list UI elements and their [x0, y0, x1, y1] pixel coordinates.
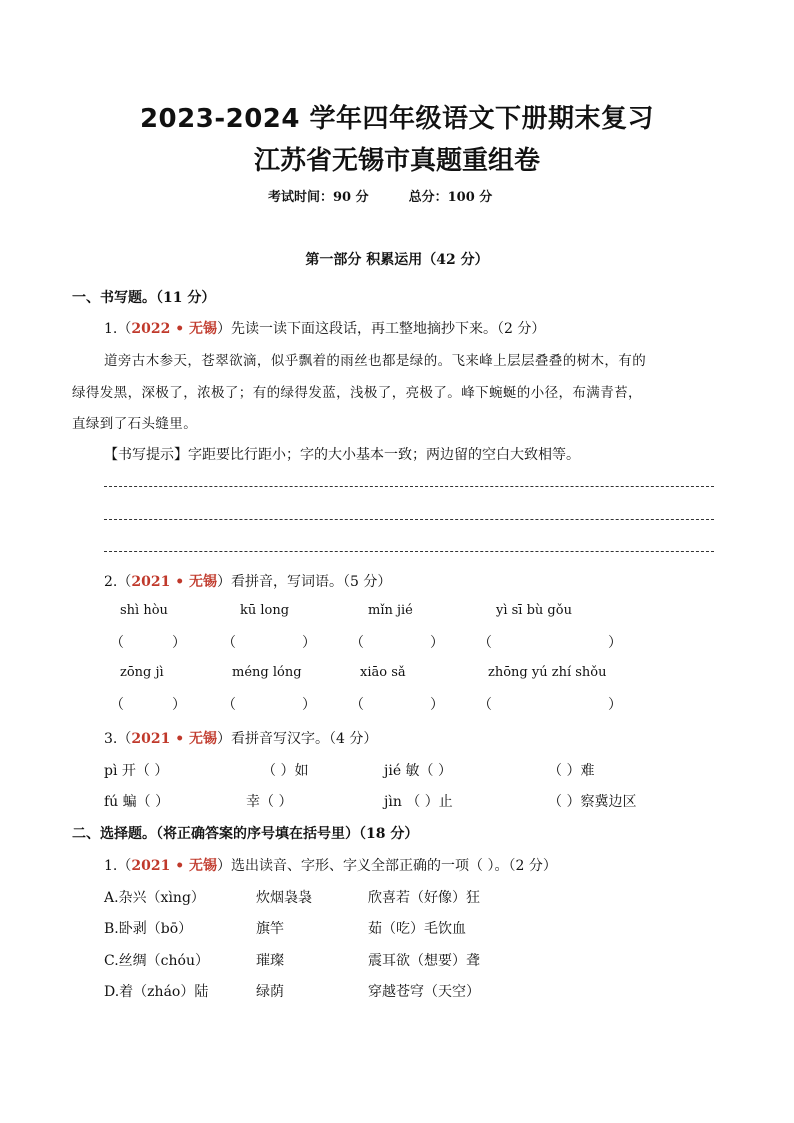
option-a-col2: 炊烟袅袅 — [256, 890, 312, 906]
pinyin-char-item[interactable]: jìn （ ）止 — [384, 794, 453, 810]
option-a-col1[interactable]: A.杂兴（xìng） — [104, 890, 205, 906]
pinyin-prompt: zōng jì — [120, 665, 164, 680]
pinyin-char-item[interactable]: （ ）如 — [262, 763, 309, 779]
pinyin-prompt: xiāo sǎ — [360, 665, 406, 680]
answer-paren-open[interactable]: （ — [110, 697, 124, 713]
answer-paren-close[interactable]: ） — [172, 635, 186, 651]
total-score: 总分：100 分 — [408, 190, 493, 205]
passage-line: 直绿到了石头缝里。 — [72, 416, 198, 432]
pinyin-prompt: shì hòu — [120, 603, 168, 618]
pinyin-prompt: méng lóng — [232, 665, 302, 680]
option-c-col2: 璀璨 — [256, 953, 284, 969]
question-source: 2021 • 无锡 — [131, 574, 218, 590]
answer-paren-close[interactable]: ） — [608, 697, 622, 713]
option-c-col1[interactable]: C.丝绸（chóu） — [104, 953, 209, 969]
passage-line: 绿得发黑，深极了，浓极了；有的绿得发蓝，浅极了，亮极了。峰下蜿蜒的小径，布满青苔， — [72, 385, 642, 401]
section-heading-writing: 一、书写题。（11 分） — [72, 290, 216, 306]
writing-line[interactable] — [104, 551, 714, 552]
answer-paren-open[interactable]: （ — [350, 635, 364, 651]
option-b-col2: 旗竿 — [256, 921, 284, 937]
exam-meta — [268, 186, 492, 205]
answer-paren-close[interactable]: ） — [302, 697, 316, 713]
pinyin-char-item[interactable]: （ ）难 — [548, 763, 595, 779]
pinyin-prompt: mǐn jié — [368, 603, 413, 618]
part-title: 第一部分 积累运用（42 分） — [305, 252, 489, 268]
pinyin-char-item[interactable]: jié 敏（ ） — [384, 763, 453, 779]
exam-time: 考试时间：90 分 — [268, 190, 369, 205]
writing-line[interactable] — [104, 519, 714, 520]
question-source: 2022 • 无锡 — [131, 321, 218, 337]
answer-paren-close[interactable]: ） — [430, 635, 444, 651]
pinyin-prompt: kū long — [240, 603, 290, 618]
pinyin-char-item[interactable]: 幸（ ） — [246, 794, 293, 810]
question-source: 2021 • 无锡 — [131, 731, 218, 747]
question-1-1: 1.（2022 • 无锡）先读一读下面这段话，再工整地摘抄下来。（2 分） — [104, 321, 546, 337]
question-1-3: 3.（2021 • 无锡）看拼音写汉字。（4 分） — [104, 731, 378, 747]
writing-tip: 【书写提示】字距要比行距小；字的大小基本一致；两边留的空白大致相等。 — [104, 447, 580, 463]
pinyin-prompt: yì sī bù gǒu — [496, 603, 572, 618]
option-d-col3: 穿越苍穹（天空） — [368, 984, 480, 1000]
document-subtitle: 江苏省无锡市真题重组卷 — [253, 146, 540, 176]
answer-paren-close[interactable]: ） — [302, 635, 316, 651]
option-d-col1[interactable]: D.着（zháo）陆 — [104, 984, 209, 1000]
answer-paren-open[interactable]: （ — [222, 635, 236, 651]
passage-line: 道旁古木参天，苍翠欲滴，似乎飘着的雨丝也都是绿的。飞来峰上层层叠叠的树木，有的 — [104, 353, 647, 369]
answer-paren-open[interactable]: （ — [110, 635, 124, 651]
answer-paren-open[interactable]: （ — [478, 635, 492, 651]
option-a-col3: 欣喜若（好像）狂 — [368, 890, 480, 906]
pinyin-char-item[interactable]: （ ）察冀边区 — [548, 794, 637, 810]
answer-paren-open[interactable]: （ — [350, 697, 364, 713]
answer-paren-open[interactable]: （ — [478, 697, 492, 713]
question-1-2: 2.（2021 • 无锡）看拼音，写词语。（5 分） — [104, 574, 392, 590]
question-2-1: 1.（2021 • 无锡）选出读音、字形、字义全部正确的一项（ ）。（2 分） — [104, 858, 557, 874]
question-source: 2021 • 无锡 — [131, 858, 218, 874]
option-b-col3: 茹（吃）毛饮血 — [368, 921, 466, 937]
option-b-col1[interactable]: B.卧剥（bō） — [104, 921, 193, 937]
pinyin-prompt: zhōng yú zhí shǒu — [488, 665, 607, 680]
answer-paren-close[interactable]: ） — [172, 697, 186, 713]
section-heading-choice: 二、选择题。（将正确答案的序号填在括号里）（18 分） — [72, 826, 419, 842]
option-c-col3: 震耳欲（想要）聋 — [368, 953, 480, 969]
pinyin-char-item[interactable]: pì 开（ ） — [104, 763, 169, 779]
answer-paren-open[interactable]: （ — [222, 697, 236, 713]
document-title: 2023-2024 学年四年级语文下册期末复习 — [139, 104, 655, 134]
pinyin-char-item[interactable]: fú 蝙（ ） — [104, 794, 170, 810]
option-d-col2: 绿荫 — [256, 984, 284, 1000]
writing-line[interactable] — [104, 486, 714, 487]
answer-paren-close[interactable]: ） — [608, 635, 622, 651]
answer-paren-close[interactable]: ） — [430, 697, 444, 713]
